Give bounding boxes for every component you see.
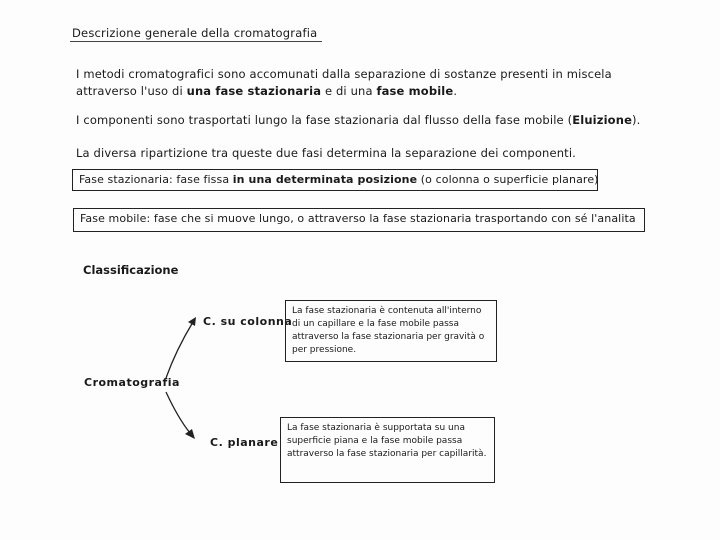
eluizione-term: Eluizione [572,113,633,127]
classification-heading: Classificazione [83,263,179,277]
intro-line-1: I metodi cromatografici sono accomunati dalla separazione di sostanze presenti in miscela [76,67,612,81]
separation-paragraph: La diversa ripartizione tra queste due fasi determina la separazione dei componenti. [76,146,576,160]
intro-text: attraverso l'uso di [76,84,187,98]
arrow-to-column [166,322,193,378]
intro-bold-stationary: una fase stazionaria [186,84,322,98]
root-node-cromatografia: Cromatografia [84,376,180,389]
arrow-head-planar [185,429,195,439]
stationary-text: (o colonna o superficie planare) [417,173,599,186]
stationary-bold: in una determinata posizione [232,173,418,186]
planar-description-box: La fase stazionaria è supportata su una superficie piana e la fase mobile passa attraverso la fase stazionaria per capillarità. [280,417,495,483]
intro-bold-mobile: fase mobile [376,84,454,98]
arrow-to-planar [166,392,190,433]
intro-text: . [453,84,458,98]
column-description-box: La fase stazionaria è contenuta all'interno di un capillare e la fase mobile passa attraverso la fase stazionaria per gravità o per pressione. [285,300,497,362]
transport-text: I componenti sono trasportati lungo la fase stazionaria dal flusso della fase mobile ( [76,113,573,127]
intro-text: e di una [321,84,377,98]
branch-planar-label: C. planare [210,436,279,449]
page-title: Descrizione generale della cromatografia [72,26,318,40]
transport-text: ). [632,113,641,127]
mobile-phase-definition: Fase mobile: fase che si muove lungo, o attraverso la fase stazionaria trasportando con sé l'analita [73,208,645,232]
stationary-text: Fase stazionaria: fase fissa [79,173,233,186]
branch-column-label: C. su colonna [203,315,293,328]
